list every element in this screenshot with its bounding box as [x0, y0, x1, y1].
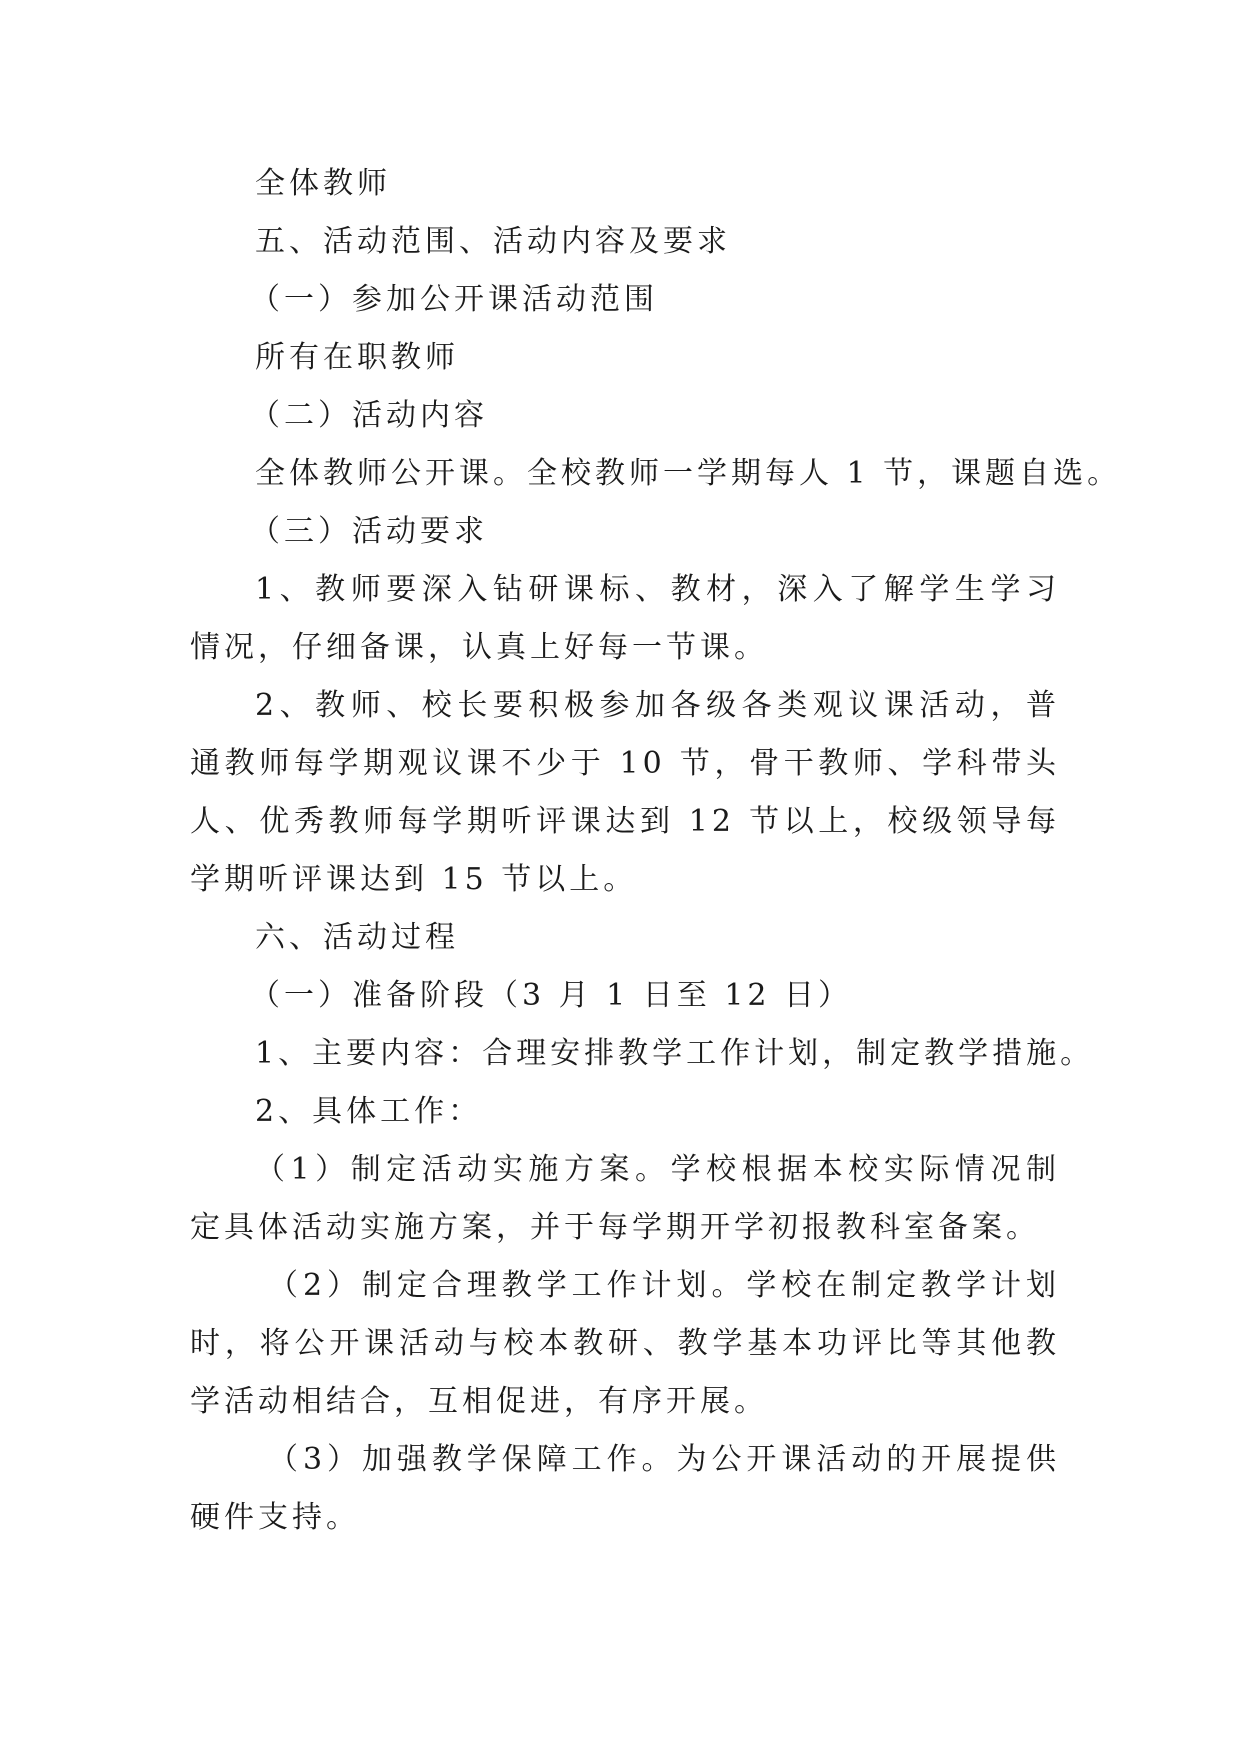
section-heading-5: 五、活动范围、活动内容及要求: [255, 224, 731, 259]
subsection-heading-1: （一）参加公开课活动范围: [250, 282, 658, 317]
section-heading-6: 六、活动过程: [255, 920, 459, 955]
subsection-heading-prep: （一）准备阶段（3 月 1 日至 12 日）: [250, 978, 853, 1013]
document-body: [190, 155, 1122, 1547]
subsection-heading-2: （二）活动内容: [250, 398, 488, 433]
paragraph-work-item-1: （1）制定活动实施方案。学校根据本校实际情况制定具体活动实施方案，并于每学期开学初报教科室备案。: [190, 1152, 1060, 1245]
paragraph-participants: 全体教师: [255, 166, 391, 201]
paragraph-work-item-2: （2）制定合理教学工作计划。学校在制定教学计划时，将公开课活动与校本教研、教学基本功评比等其他教学活动相结合，互相促进，有序开展。: [190, 1268, 1060, 1419]
paragraph-specific-work: 2、具体工作：: [255, 1094, 483, 1129]
paragraph-work-item-3: （3）加强教学保障工作。为公开课活动的开展提供硬件支持。: [190, 1442, 1060, 1535]
paragraph-requirement-1: 1、教师要深入钻研课标、教材，深入了解学生学习情况，仔细备课，认真上好每一节课。: [190, 572, 1060, 665]
paragraph-scope: 所有在职教师: [255, 340, 459, 375]
paragraph-requirement-2: 2、教师、校长要积极参加各级各类观议课活动，普通教师每学期观议课不少于 10 节，骨干教师、学科带头人、优秀教师每学期听评课达到 12 节以上，校级领导每学期听评课达到 15 节以上。: [190, 688, 1060, 897]
paragraph-main-content: 1、主要内容：合理安排教学工作计划，制定教学措施。: [255, 1036, 1095, 1071]
subsection-heading-3: （三）活动要求: [250, 514, 488, 549]
paragraph-content: 全体教师公开课。全校教师一学期每人 1 节，课题自选。: [255, 456, 1122, 491]
